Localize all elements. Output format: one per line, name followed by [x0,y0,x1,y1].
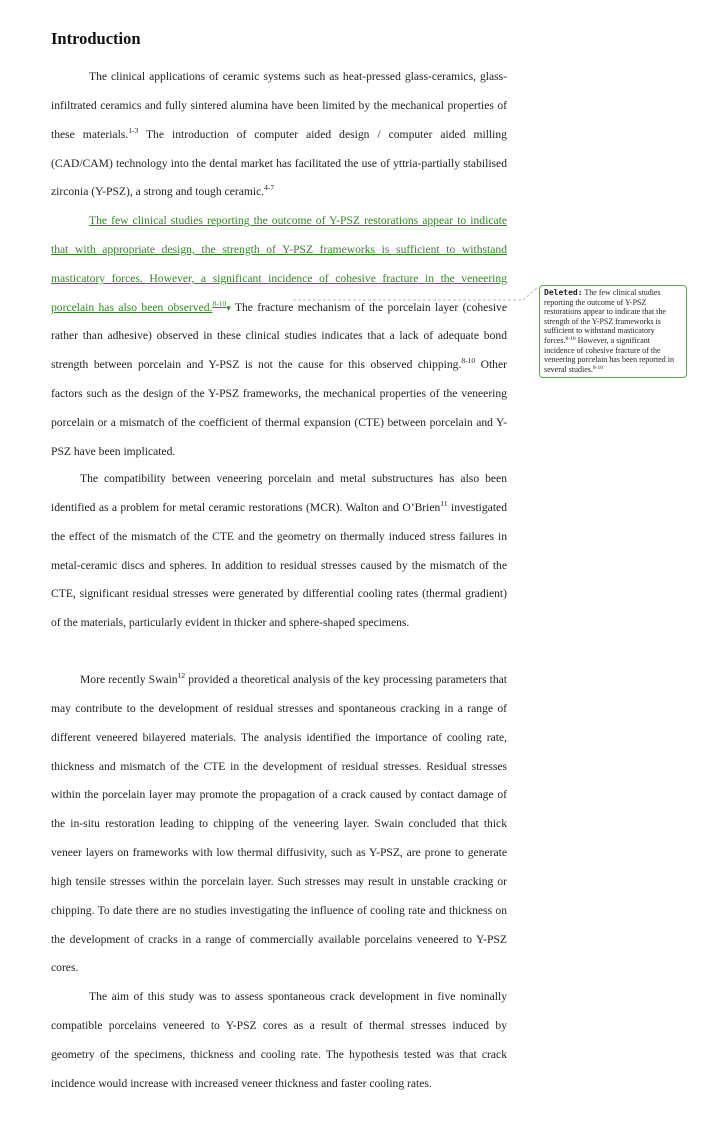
paragraph-4 [51,666,507,983]
text-run: More recently Swain [80,673,178,686]
deleted-comment-balloon[interactable] [539,285,687,378]
text-run: investigated the effect of the mismatch of the CTE and the geometry on thermally induced stress failures in metal-ceramic discs and spheres. In addition to residual stresses caused by the mismatch of the CTE, significant residual stresses were generated by differential cooling rates (thermal gradient) of the materials, particularly evident in thicker and sphere-shaped specimens. [51,500,507,630]
section-heading: Introduction [51,29,141,48]
text-run: The introduction of computer aided design / computer aided milling (CAD/CAM) technology into the dental market has facilitated the use of yttria-partially stabilised zirconia (Y-PSZ), a strong and tough ceramic. [51,127,507,199]
text-run: The clinical applications of ceramic systems such as heat-pressed glass-ceramics, glass-infiltrated ceramics and fully sintered alumina have been limited by the mechanical properties of these materials. [51,70,507,141]
text-run: The aim of this study was to assess spontaneous crack development in five nominally compatible porcelains veneered to Y-PSZ cores as a result of thermal stresses induced by geometry of the specimens, thickness and cooling rate. The hypothesis tested was that crack incidence would increase with increased veneer thickness and faster cooling rates. [51,990,507,1090]
comment-connector-line [293,288,537,302]
citation: 11 [440,498,448,508]
tracked-insertion[interactable]: The few clinical studies reporting the outcome of Y-PSZ restorations appear to indicate that with appropriate design, the strength of Y-PSZ frameworks is sufficient to withstand masticatory forces. However, a significant incidence of cohesive fracture in the veneering porcelain has also been observed. [51,214,507,314]
paragraph-3 [51,465,507,638]
paragraph-5 [51,983,507,1098]
citation: 4-7 [264,183,275,193]
text-run: The compatibility between veneering porcelain and metal substructures has also been identified as a problem for metal ceramic restorations (MCR). Walton and O’Brien [51,472,507,514]
text-run: Other factors such as the design of the Y-PSZ frameworks, the mechanical properties of the veneering porcelain or a mismatch of the coefficient of thermal expansion (CTE) between porcelain and Y-PSZ have been implicated. [51,358,507,458]
paragraph-2 [51,207,507,467]
comment-label: Deleted: [544,288,583,297]
text-run: provided a theoretical analysis of the key processing parameters that may contribute to the development of residual stresses and spontaneous cracking in a range of different veneered bilayered materials. The analysis identified the importance of cooling rate, thickness and mismatch of the CTE in the development of residual stresses. Residual stresses within the porcelain layer may promote the propagation of a crack caused by contact damage of the in-situ restoration leading to chipping of the veneering layer. Swain concluded that thick veneer layers on frameworks with low thermal diffusivity, such as Y-PSZ, are prone to generate high tensile stresses within the porcelain layer. Such stresses may result in unstable cracking or chipping. To date there are no studies investigating the influence of cooling rate and thickness on the development of cracks in a range of commercially available porcelains veneered to Y-PSZ cores. [51,673,507,975]
comment-citation: 8-10 [565,335,576,342]
comment-text: However, a significant incidence of cohesive fracture of the veneering porcelain has been reported in several studies. [544,335,674,374]
citation: 1-3 [128,125,139,135]
text-run: The fracture mechanism of the porcelain layer (cohesive rather than adhesive) observed in these clinical studies indicates that a lack of adequate bond strength between porcelain and Y-PSZ is not the cause for this observed chipping. [51,300,507,372]
citation: 8-10 [461,356,476,366]
paragraph-1 [51,63,507,207]
tracked-insertion-citation: 8-10 [212,298,227,308]
comment-text: The few clinical studies reporting the outcome of Y-PSZ restorations appear to indicate that the strength of the Y-PSZ frameworks is sufficient to withstand masticatory forces. [544,288,666,345]
citation: 12 [177,671,186,680]
comment-citation: 8-10 [592,364,603,371]
comment-anchor-icon[interactable]: ▾ [226,302,231,313]
